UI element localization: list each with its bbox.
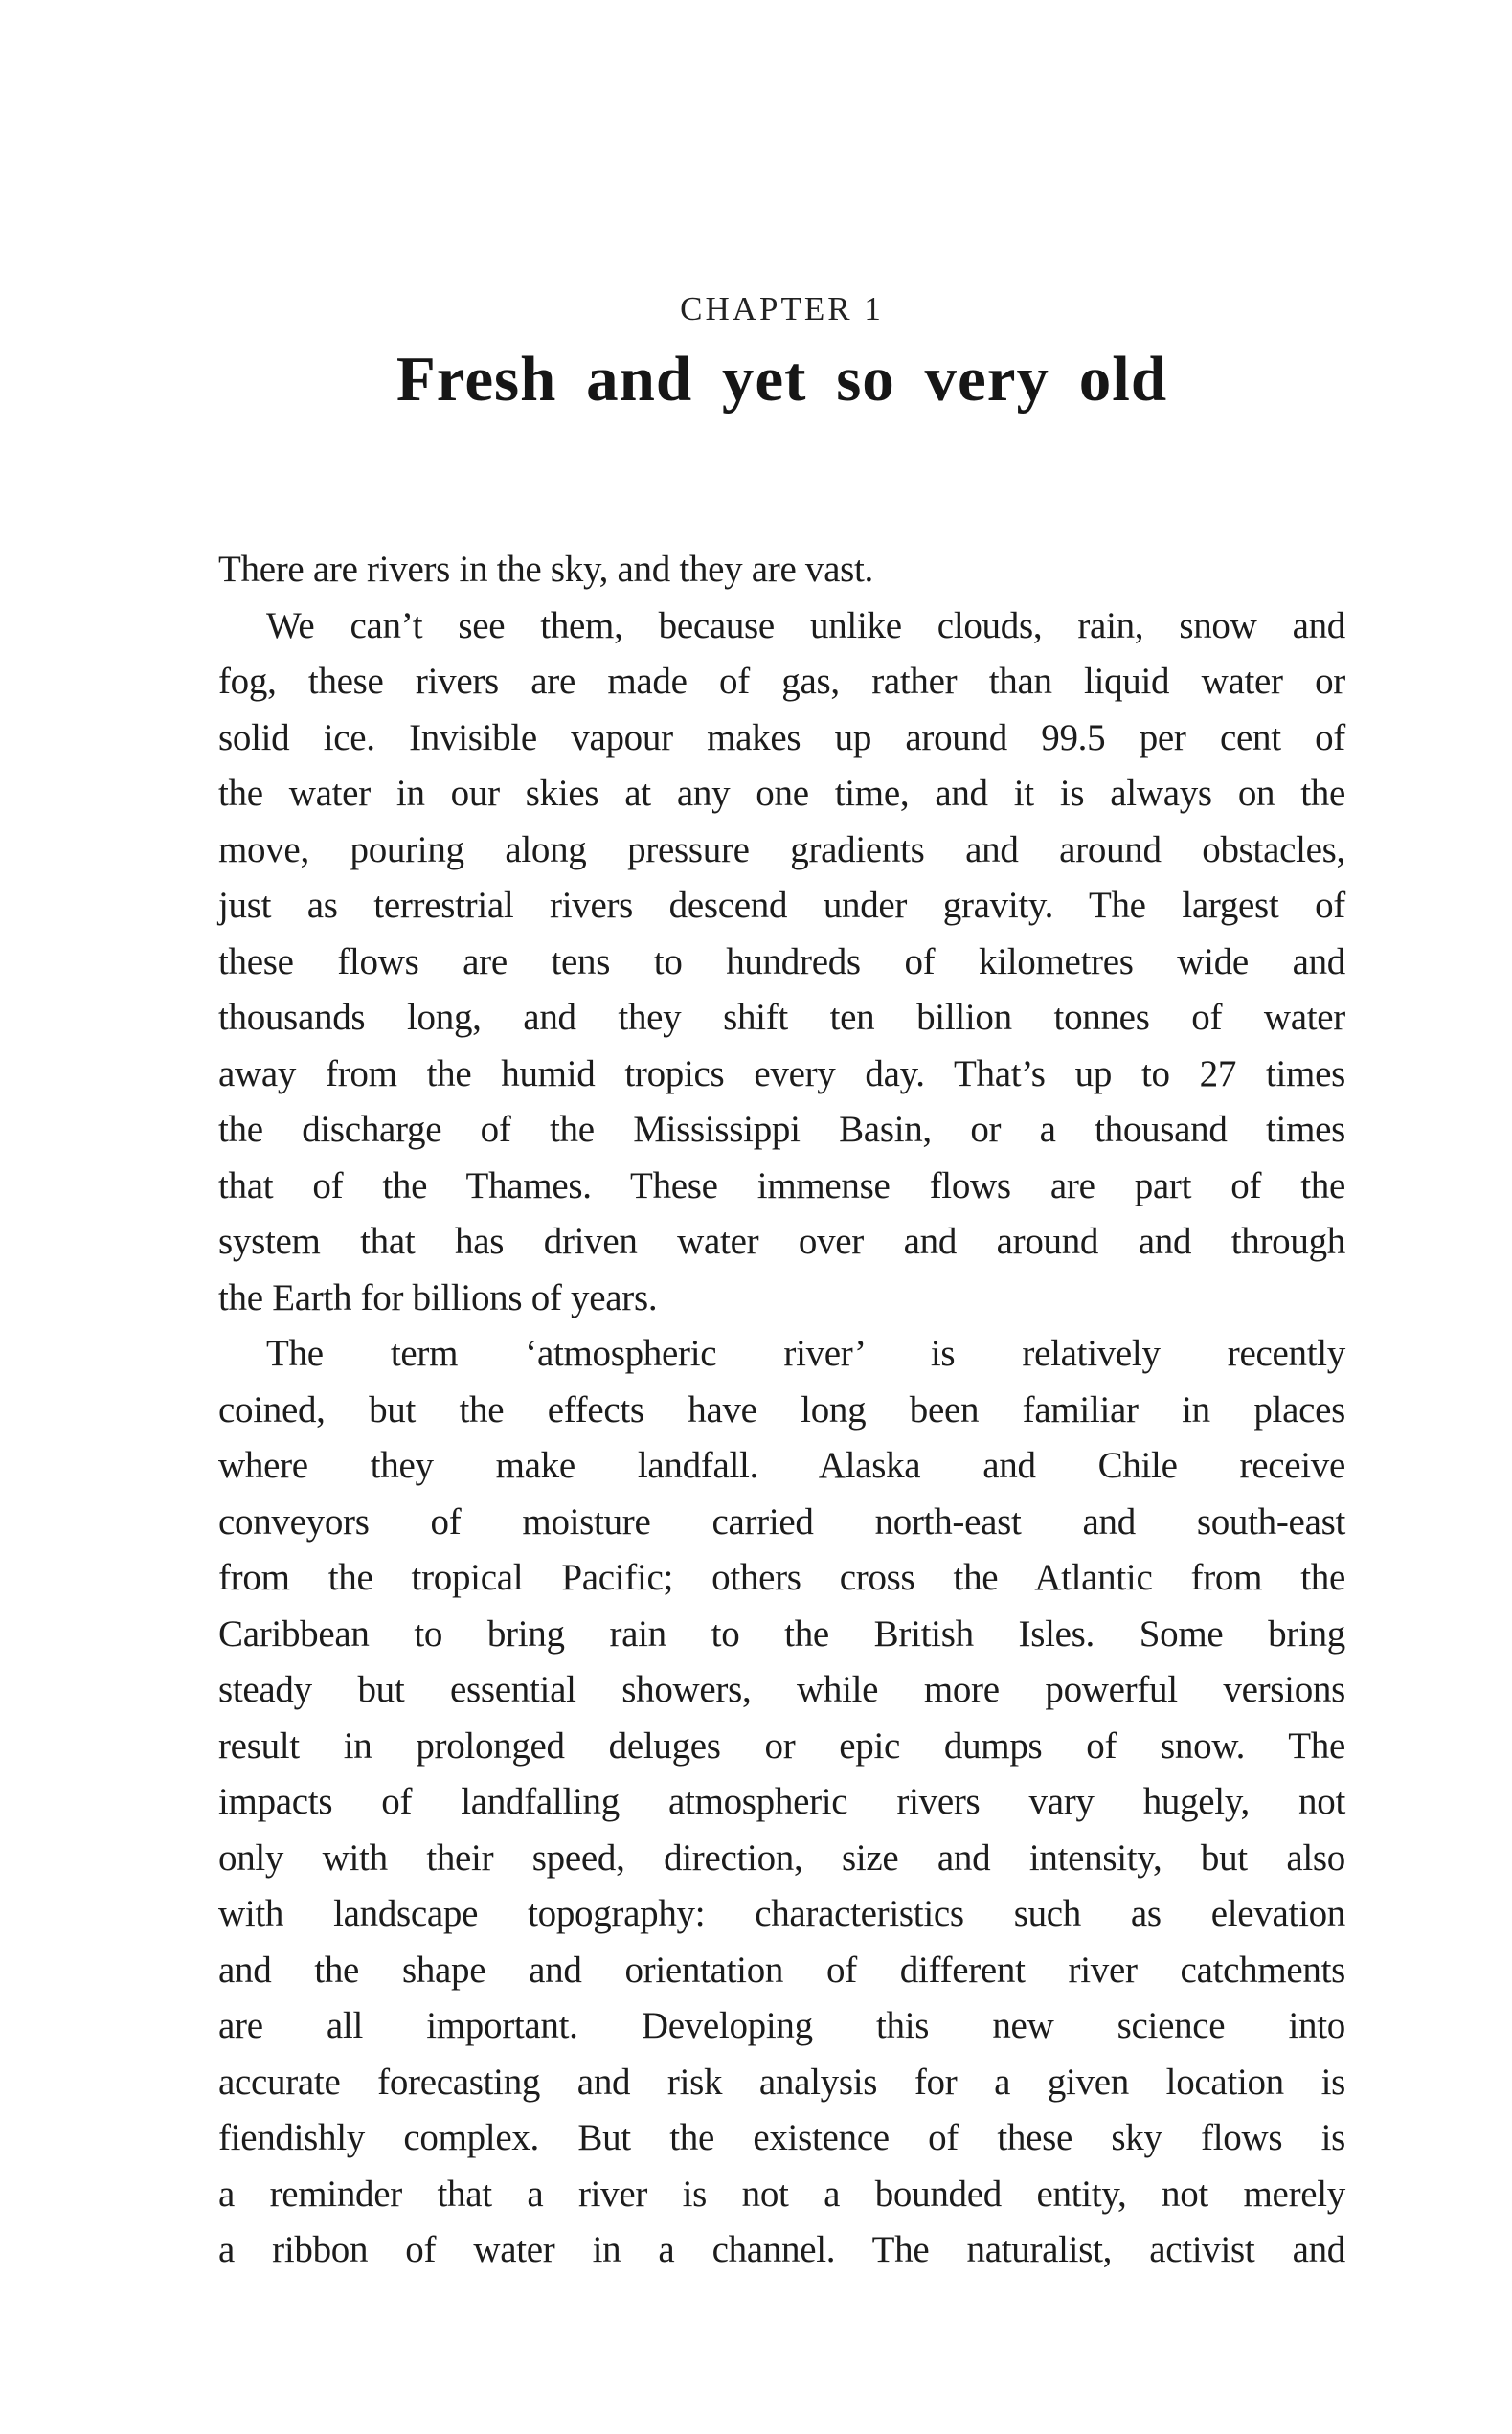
text-line: and the shape and orientation of different river catchments — [218, 1949, 1345, 1991]
text-line: accurate forecasting and risk analysis for a given location is — [218, 2061, 1345, 2103]
text-line: away from the humid tropics every day. That’s up to 27 times — [218, 1052, 1345, 1094]
text-line: with landscape topography: characteristics such as elevation — [218, 1893, 1345, 1934]
text-line: only with their speed, direction, size and intensity, but also — [218, 1837, 1345, 1879]
text-line: are all important. Developing this new science into — [218, 2005, 1345, 2046]
text-line: conveyors of moisture carried north-east and south-east — [218, 1500, 1345, 1543]
text-line: where they make landfall. Alaska and Chile receive — [218, 1445, 1345, 1486]
text-line: impacts of landfalling atmospheric rivers vary hugely, not — [218, 1781, 1345, 1822]
text-line: the Earth for billions of years. — [218, 1276, 658, 1318]
text-line: just as terrestrial rivers descend under gravity. The largest of — [218, 885, 1345, 926]
text-line: system that has driven water over and around and through — [218, 1221, 1345, 1262]
chapter-title: Fresh and yet so very old — [395, 344, 1168, 415]
text-line: Caribbean to bring rain to the British Isles. Some bring — [218, 1612, 1345, 1655]
text-line: the discharge of the Mississippi Basin, or a thousand times — [218, 1109, 1345, 1150]
text-line: We can’t see them, because unlike clouds, rain, snow and — [266, 604, 1345, 646]
text-line: these flows are tens to hundreds of kilometres wide and — [218, 940, 1345, 982]
text-line: fog, these rivers are made of gas, rather than liquid water or — [218, 661, 1345, 702]
body-text — [218, 542, 1345, 2279]
text-line: a reminder that a river is not a bounded entity, not merely — [218, 2173, 1345, 2215]
text-line: a ribbon of water in a channel. The naturalist, activist and — [218, 2229, 1345, 2270]
text-line: solid ice. Invisible vapour makes up around 99.5 per cent of — [218, 716, 1345, 758]
text-line: coined, but the effects have long been familiar in places — [218, 1388, 1345, 1431]
text-line: steady but essential showers, while more powerful versions — [218, 1669, 1345, 1710]
text-line: from the tropical Pacific; others cross the Atlantic from the — [218, 1557, 1345, 1598]
text-line: result in prolonged deluges or epic dumps of snow. The — [218, 1724, 1345, 1767]
text-line: move, pouring along pressure gradients and around obstacles, — [218, 828, 1345, 870]
chapter-label: CHAPTER 1 — [680, 290, 884, 327]
text-line: that of the Thames. These immense flows are part of the — [218, 1164, 1345, 1206]
text-line: fiendishly complex. But the existence of these sky flows is — [218, 2117, 1345, 2158]
text-line: There are rivers in the sky, and they are vast. — [218, 549, 873, 590]
text-line: the water in our skies at any one time, and it is always on the — [218, 773, 1345, 814]
text-line: thousands long, and they shift ten billion tonnes of water — [218, 997, 1345, 1038]
text-line: The term ‘atmospheric river’ is relatively recently — [266, 1333, 1345, 1374]
